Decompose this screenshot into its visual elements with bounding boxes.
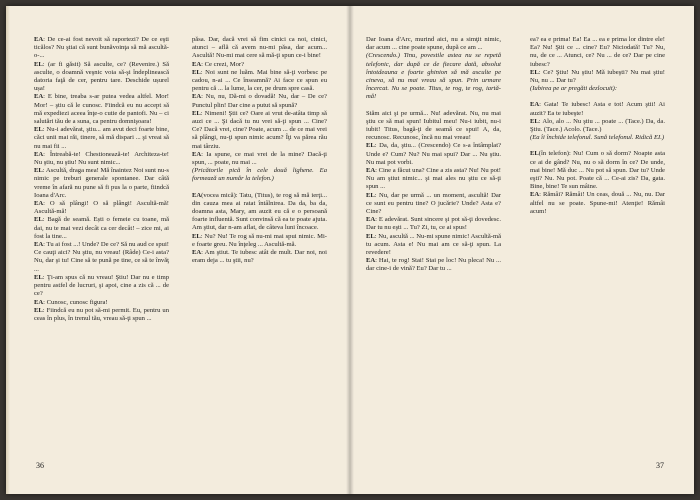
paragraph-text: : Nu-i adevărat, ştiu... am avut deci foarte bine, căci unii mai răi, tinere, să mă dispari ... şi vreai să nu mai fii ... [34, 126, 169, 150]
speaker-label: EA [366, 216, 376, 224]
paragraph [366, 52, 501, 101]
speaker-label: EL [366, 191, 375, 199]
paragraph [366, 192, 501, 217]
paragraph-text: (Ea îi închide telefonul. Sună telefonul. Ridică EI.) [530, 134, 665, 142]
paragraph-text: (în telefon): Nu! Cum o să dorm? Noapte asta ce ai de gând? Nu, nu o să dorm în ce? De unde, mai bine! Mă duc ... Nu pot să spun. Dar tu? Unde eşti? Nu. Nu pot. Poate că ... Ce-ai zis? Da, gata. Bine, bine! Te sun mâine. [530, 150, 665, 191]
paragraph [192, 93, 327, 109]
paragraph [192, 167, 327, 183]
paragraph [530, 85, 665, 93]
paragraph [34, 216, 169, 241]
paragraph-text: : E bine, treaba s-ar putea vedea altfel. Mor! Mor! – ştiu că le cunosc. Fiindcă eu nu accept să mă expediezi aceea înţe-o cutie de pantofi. Nu – ci salutări tău de a suna, ca pentru domnişoara! [34, 93, 169, 126]
paragraph [34, 36, 169, 61]
paragraph-text: : Tu ai fost ...! Unde? De ce? Să nu aud ce spui! Ce cauţi aici? Nu ştiu, nu vreau! (Râde) Ce-i asta? Nu, dar şi tu! Cine să te pună pe tine, ce să te învăţ ... [34, 241, 169, 273]
spacer [530, 142, 665, 150]
paragraph-text: : Ce? Ştiu! Nu ştiu! Mă iubeşti? Nu mai ştiu! Nu, nu ... Dar tu? [530, 68, 665, 85]
paragraph-text: (vocea mică): Tatu, (Titus), te rog să mă ierţi... din cauza mea ai ratat întâlnirea. Da da, ba da, doamna asta, Mary, am auzit eu că e o persoană foarte influentă. Sunt convinsă că ea te poate ajuta. Am ştiut, dar n-am aflat, de câteva luni încoace. [192, 191, 327, 232]
spacer [366, 102, 501, 110]
paragraph [34, 126, 169, 151]
paragraph [530, 101, 665, 117]
left-page [6, 6, 350, 494]
paragraph-text: : Gata! Te iubesc! Asta e tot! Acum ştii! Ai auzit? Ea te iubeşte! [530, 101, 665, 117]
paragraph [192, 233, 327, 249]
speaker-label: EL [34, 126, 43, 134]
paragraph [366, 36, 501, 52]
paragraph-text: : Nimeni! Ştii ce? Oare ai vrut de-atâta timp să auzi ce ... Şi dacă tu nu vrei să-ţi spun ... Cine? Ce? Dacă vrei, cine? Poate, acum ... de ce mai vrei să plângi, nu-ţi spun nimic acum? Îţi va părea rău mai târziu. [192, 109, 327, 150]
paragraph-text: : Ce crezi, Mor? [201, 60, 245, 68]
paragraph-text: : (ar fi găsit) Să asculte, ce? (Revenire.) Să asculte, o doamnă veşnic voia să-şi îndeplinească datoria faţă de cer, pentru tare. Deschide ușurel ușa! [34, 60, 169, 93]
speaker-label: EA [192, 191, 202, 199]
paragraph [34, 167, 169, 200]
right-column-2 [530, 36, 665, 436]
page-number-right: 37 [656, 461, 664, 470]
paragraph-text: : Da, da, ştiu... (Crescendo) Ce s-a întâmplat? Unde e? Cum? Nu? Nu mai spui? Dar ... Nu ştiu. Nu mai pot vorbi. [366, 142, 501, 166]
left-column-2 [192, 36, 327, 436]
speaker-label: EL [34, 306, 43, 314]
paragraph-text: păsa. Dar, dacă vrei să fim cinici ca noi, cinici, atunci – află că avem nu-mi păsa, dar acum... Ascultă! Nu-mi mai cere să mă-ţi spun ce-i bine! [192, 36, 327, 60]
speaker-label: EA [192, 249, 202, 257]
speaker-label: EA [366, 167, 376, 175]
speaker-label: EL [366, 142, 375, 150]
paragraph-text: : Nu, ascultă ... Nu-mi spune nimic! Ascultă-mă tu acum. Asta e! Nu mai am ce să-ţi spun. La revedere! [366, 232, 501, 257]
paragraph-text: (Iubirea pe ar pregăti dezlocuit): [530, 85, 618, 93]
paragraph [34, 200, 169, 216]
paragraph-text: : Nu, nu, Dă-mi o dovadă! Nu, dar – De ce? Punctul plin! Dar cine a putut să spună? [192, 93, 327, 109]
paragraph [192, 69, 327, 94]
paragraph-text: Dar Ioana d'Arc, murind aici, nu a simţit nimic, dar acum ... cine poate spune, după ce am ... [366, 36, 501, 52]
speaker-label: EL [34, 167, 43, 175]
speaker-label: EA [34, 200, 44, 208]
paragraph-text: : Alo, alo ... Nu ştiu ... poate ... (Tace.) Da, da. Ştiu. (Tace.) Acolo. (Tace.) [530, 117, 665, 134]
paragraph-text: : Bagă de seamă. Ești o femeie cu toane, mă dai, nu te mai vezi decât ca cer decât! – zice mi, ai fost la tine... [34, 216, 169, 240]
speaker-label: EL [192, 232, 201, 240]
paragraph-text: : De ce-ai fost nevoit să raportezi? De ce eşti ticălos? Nu ştiai că sunt bunăvoinţa să mă ascultă-o-... [34, 36, 169, 60]
speaker-label: EL [192, 109, 201, 117]
book-spread [6, 6, 694, 494]
speaker-label: EA [34, 36, 44, 43]
right-column-1 [366, 36, 501, 436]
paragraph-text: (Crescendo.) Tinu, povestile astea nu se repetă telefonic, dar după ce de fiecare dată, absolut întotdeauna e foarte ghinion să mă asculte pe cineva, să nu mai vreau să spun. Prin urmare încercat. Nu se poate. Titus, te rog, te rog, iartă-mă! [366, 52, 501, 101]
paragraph [530, 150, 665, 191]
speaker-label: EL [192, 68, 201, 76]
speaker-label: EL [530, 68, 539, 76]
paragraph [192, 249, 327, 265]
speaker-label: EA [530, 191, 540, 199]
speaker-label: EA [530, 101, 540, 109]
paragraph [34, 93, 169, 126]
paragraph [530, 118, 665, 134]
paragraph-text: : Nu, dar pe urmă ... un moment, ascultă! Dar ce sunt eu pentru tine? O jucărie? Unde? Asta e? Cine? [366, 191, 501, 216]
paragraph [366, 216, 501, 232]
paragraph-text: : Ţi-am spus că nu vreau! Ştiu! Dar nu e timp pentru astfel de lucruri, şi apoi, cine a zis că ... de ce? [34, 273, 169, 298]
paragraph-text: : Rămâi? Rămâi! Un ceas, două ... Nu, nu. Dar altfel nu se poate. Spune-mi! Atenţie! Rămâi acum! [530, 191, 665, 215]
page-number-left: 36 [36, 461, 44, 470]
speaker-label: EL [34, 60, 43, 68]
speaker-label: EA [34, 298, 44, 306]
book-gutter [346, 6, 354, 494]
spacer [530, 93, 665, 101]
paragraph-text: : Hai, te rog! Stai! Stai pe loc! Nu pleca! Nu ... dar cine-i de vină? Eu? Dar tu ... [366, 257, 501, 273]
speaker-label: EA [34, 93, 44, 101]
page-edge [6, 6, 10, 494]
speaker-label: EL [530, 117, 539, 125]
speaker-label: EA [192, 60, 202, 68]
paragraph-text: : Cunosc, cunosc figura! [43, 298, 108, 306]
paragraph-text: : Nu? Nu! Te rog să nu-mi mai spui nimic. Mi-e foarte greu. Nu înţeleg ... Ascultă-mă. [192, 232, 327, 248]
paragraph [530, 134, 665, 142]
paragraph [34, 241, 169, 274]
speaker-label: EA [192, 93, 202, 101]
paragraph [34, 299, 169, 307]
speaker-label: EL [366, 232, 375, 240]
right-page [350, 6, 694, 494]
speaker-label: EL [34, 273, 43, 281]
speaker-label: EA [366, 257, 376, 265]
paragraph [366, 110, 501, 143]
paragraph [530, 36, 665, 69]
paragraph [34, 307, 169, 323]
left-column-1 [34, 36, 169, 436]
paragraph-text: : Ia spune, ce mai vrei de la mine? Dacă-ţi spun, ... poate, nu mai ... [192, 150, 327, 167]
paragraph-text: : Ascultă, draga mea! Mă înaintez Noi sunt nu-s nimic pe treburi generale spontanee. Dar câtă vreme în afară nu pune să fi pus la o parte, fiindcă Ioana d'Arc. [34, 167, 169, 199]
paragraph [530, 191, 665, 216]
paragraph [192, 61, 327, 69]
paragraph [192, 110, 327, 151]
paragraph [366, 257, 501, 273]
speaker-label: EA [34, 150, 44, 158]
paragraph-text: : E adevărat. Sunt sincere şi pot să-ţi dovedesc. Dar tu nu eşti ... Tu? Zi, tu, ce ai spus! [366, 216, 501, 232]
paragraph-text: ea? ea e prima! Ea! Ea ... ea e prima lor dintre ele! Ea? Nu! Ştii ce ... cine? Eu? Niciodată! Tu? Nu, nu, de ce ... Atunci, ce? Nu ... de ce? Dar pe cine iubesc? [530, 36, 665, 68]
paragraph-text: : Întreabă-te! Chestionează-te! Architeza-te! Nu ştiu, nu ştiu! Nu sunt nimic... [34, 150, 169, 167]
paragraph [34, 151, 169, 167]
paragraph [366, 167, 501, 192]
paragraph [530, 69, 665, 85]
paragraph [34, 61, 169, 94]
paragraph [192, 151, 327, 167]
paragraph-text: Stăm aici şi pe urmă... Nu! adevărat. Nu, nu mai ştiu ce să mai spun! Iubitul meu! Nu-i iubit, nu-i iubit! Titus, bagă-ţi de seamă ce spui! A, da, recunosc. Recunosc, încă nu mai vreau! [366, 109, 501, 142]
paragraph-text: : Am ştiut. Te iubesc atât de mult. Dar noi, noi eram deja ... tu ştii, nu? [192, 249, 327, 265]
paragraph-text: : Cine a făcut una? Cine a zis asta? Nu! Nu pot! Nu am ştiut nimic... şi mai ales nu ştiu ce să-ţi spun ... [366, 167, 501, 191]
paragraph [192, 192, 327, 233]
paragraph-text: : Noi sunt ne luăm. Mai bine să-ţi vorbesc pe cadou, n-ai ... Ce înseamnă? Ai face ce spun eu pentru că ... la lume, la cer, pe drum spre casă. [192, 68, 327, 93]
spacer [192, 184, 327, 192]
speaker-label: EA [34, 241, 44, 249]
paragraph [34, 274, 169, 299]
speaker-label: EA [192, 150, 202, 158]
speaker-label: EL [34, 216, 43, 224]
paragraph [366, 142, 501, 167]
paragraph-text: : O să plângi! O să plângi! Ascultă-mă! Ascultă-mă! [34, 200, 169, 216]
paragraph [366, 233, 501, 258]
paragraph-text: (Pricătorile pică în cele două lighene. Ea formează un număr la telefon.) [192, 167, 327, 183]
paragraph [192, 36, 327, 61]
paragraph-text: : Fiindcă eu nu pot să-mi permit. Eu, pentru un ceas în plus, în trenul tău, vreau să-ţi spun ... [34, 306, 169, 322]
speaker-label: EL [530, 150, 539, 158]
